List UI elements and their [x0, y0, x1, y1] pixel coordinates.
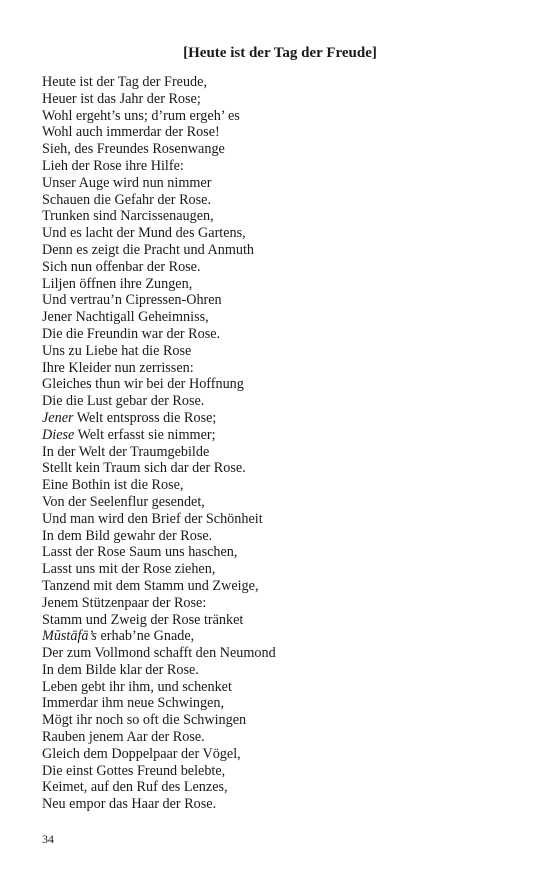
poem-line-text: Gleich dem Doppelpaar der Vögel, — [42, 745, 241, 762]
poem-line-text: Lasst der Rose Saum uns haschen, — [42, 544, 238, 561]
poem-line-text: Welt erfasst sie nimmer; — [74, 426, 216, 443]
poem-line — [42, 695, 512, 712]
poem-line-text: Keimet, auf den Ruf des Lenzes, — [42, 779, 228, 796]
poem-line-text: Rauben jenem Aar der Rose. — [42, 729, 205, 746]
poem-line — [42, 729, 512, 746]
poem-line — [42, 91, 512, 108]
poem-line-text: In dem Bild gewahr der Rose. — [42, 527, 213, 544]
poem-line — [42, 74, 512, 91]
poem-line — [42, 444, 512, 461]
poem-line-text: Von der Seelenflur gesendet, — [42, 493, 205, 510]
poem-line — [42, 578, 512, 595]
poem-line — [42, 108, 512, 125]
poem-line-text: Ihre Kleider nun zerrissen: — [42, 359, 194, 376]
poem-line-text: Heute ist der Tag der Freude, — [42, 74, 207, 90]
poem-line — [42, 326, 512, 343]
poem-line — [42, 494, 512, 511]
poem-line-text: Neu empor das Haar der Rose. — [42, 796, 217, 813]
poem-line — [42, 477, 512, 494]
poem-line — [42, 561, 512, 578]
poem-line-text: Lasst uns mit der Rose ziehen, — [42, 561, 216, 578]
poem-line — [42, 427, 512, 444]
poem-line — [42, 528, 512, 545]
poem-line-text: Liljen öffnen ihre Zungen, — [42, 275, 193, 292]
poem-line — [42, 276, 512, 293]
poem-title: [Heute ist der Tag der Freude] — [183, 45, 377, 61]
poem-line — [42, 343, 512, 360]
poem-line-text: Heuer ist das Jahr der Rose; — [42, 90, 201, 107]
poem-line — [42, 679, 512, 696]
poem-line-text: Uns zu Liebe hat die Rose — [42, 342, 192, 359]
poem-line — [42, 158, 512, 175]
page-number: 34 — [42, 832, 54, 846]
poem-line-emphasis: Mŭstāfā’s — [42, 628, 97, 645]
poem-line — [42, 376, 512, 393]
poem-line-text: Denn es zeigt die Pracht und Anmuth — [42, 241, 254, 258]
poem-line-text: In der Welt der Traumgebilde — [42, 443, 210, 460]
poem-line — [42, 393, 512, 410]
poem-line-text: Wohl auch immerdar der Rose! — [42, 124, 220, 141]
poem-line — [42, 712, 512, 729]
poem-line-text: Wohl ergeht’s uns; d’rum ergeh’ es — [42, 107, 240, 124]
poem-line-text: In dem Bilde klar der Rose. — [42, 661, 199, 678]
poem-line-text: Schauen die Gefahr der Rose. — [42, 191, 212, 208]
poem-line-text: Immerdar ihm neue Schwingen, — [42, 695, 225, 712]
poem-line-text: Tanzend mit dem Stamm und Zweige, — [42, 577, 259, 594]
poem-line-text: Gleiches thun wir bei der Hoffnung — [42, 376, 244, 393]
poem-line — [42, 242, 512, 259]
poem-line — [42, 746, 512, 763]
poem-line — [42, 360, 512, 377]
poem-line-text: Trunken sind Narcissenaugen, — [42, 208, 214, 225]
poem-line-text: Eine Bothin ist die Rose, — [42, 477, 184, 494]
poem-line — [42, 208, 512, 225]
poem-line — [42, 645, 512, 662]
poem-line — [42, 410, 512, 427]
poem-line-text: Sieh, des Freundes Rosenwange — [42, 141, 225, 158]
poem-line-text: Sich nun offenbar der Rose. — [42, 258, 201, 275]
poem-line — [42, 628, 512, 645]
poem-line-text: Leben gebt ihr ihm, und schenket — [42, 678, 232, 695]
poem-line-text: Lieh der Rose ihre Hilfe: — [42, 157, 184, 174]
poem-line-text: Jenem Stützenpaar der Rose: — [42, 594, 207, 611]
poem-line — [42, 662, 512, 679]
poem-line-text: Die einst Gottes Freund belebte, — [42, 762, 226, 779]
poem-line-text: Mögt ihr noch so oft die Schwingen — [42, 712, 247, 729]
poem-line — [42, 612, 512, 629]
poem-body — [42, 74, 512, 813]
poem-line-emphasis: Jener — [42, 409, 74, 426]
poem-line — [42, 309, 512, 326]
poem-line — [42, 779, 512, 796]
poem-line-text: Welt entspross die Rose; — [73, 409, 217, 426]
poem-line — [42, 511, 512, 528]
poem-line-text: Jener Nachtigall Geheimniss, — [42, 309, 209, 326]
poem-line-text: Und vertrau’n Cipressen-Ohren — [42, 292, 222, 309]
poem-line — [42, 225, 512, 242]
poem-line-text: Und man wird den Brief der Schönheit — [42, 510, 263, 527]
poem-line-text: Stellt kein Traum sich dar der Rose. — [42, 460, 246, 477]
poem-line-text: Der zum Vollmond schafft den Neumond — [42, 645, 276, 662]
poem-line-text: Die die Freundin war der Rose. — [42, 325, 221, 342]
poem-line-text: Stamm und Zweig der Rose tränket — [42, 611, 244, 628]
poem-line — [42, 259, 512, 276]
poem-line — [42, 175, 512, 192]
poem-line — [42, 124, 512, 141]
poem-line-text: erhab’ne Gnade, — [96, 628, 195, 645]
poem-line — [42, 460, 512, 477]
poem-line — [42, 192, 512, 209]
poem-line — [42, 141, 512, 158]
poem-line — [42, 544, 512, 561]
poem-line-text: Und es lacht der Mund des Gartens, — [42, 225, 246, 242]
poem-line-text: Die die Lust gebar der Rose. — [42, 393, 205, 410]
poem-line — [42, 595, 512, 612]
poem-line — [42, 292, 512, 309]
poem-line — [42, 763, 512, 780]
poem-line-emphasis: Diese — [42, 426, 75, 443]
poem-line-text: Unser Auge wird nun nimmer — [42, 174, 212, 191]
poem-line — [42, 796, 512, 813]
